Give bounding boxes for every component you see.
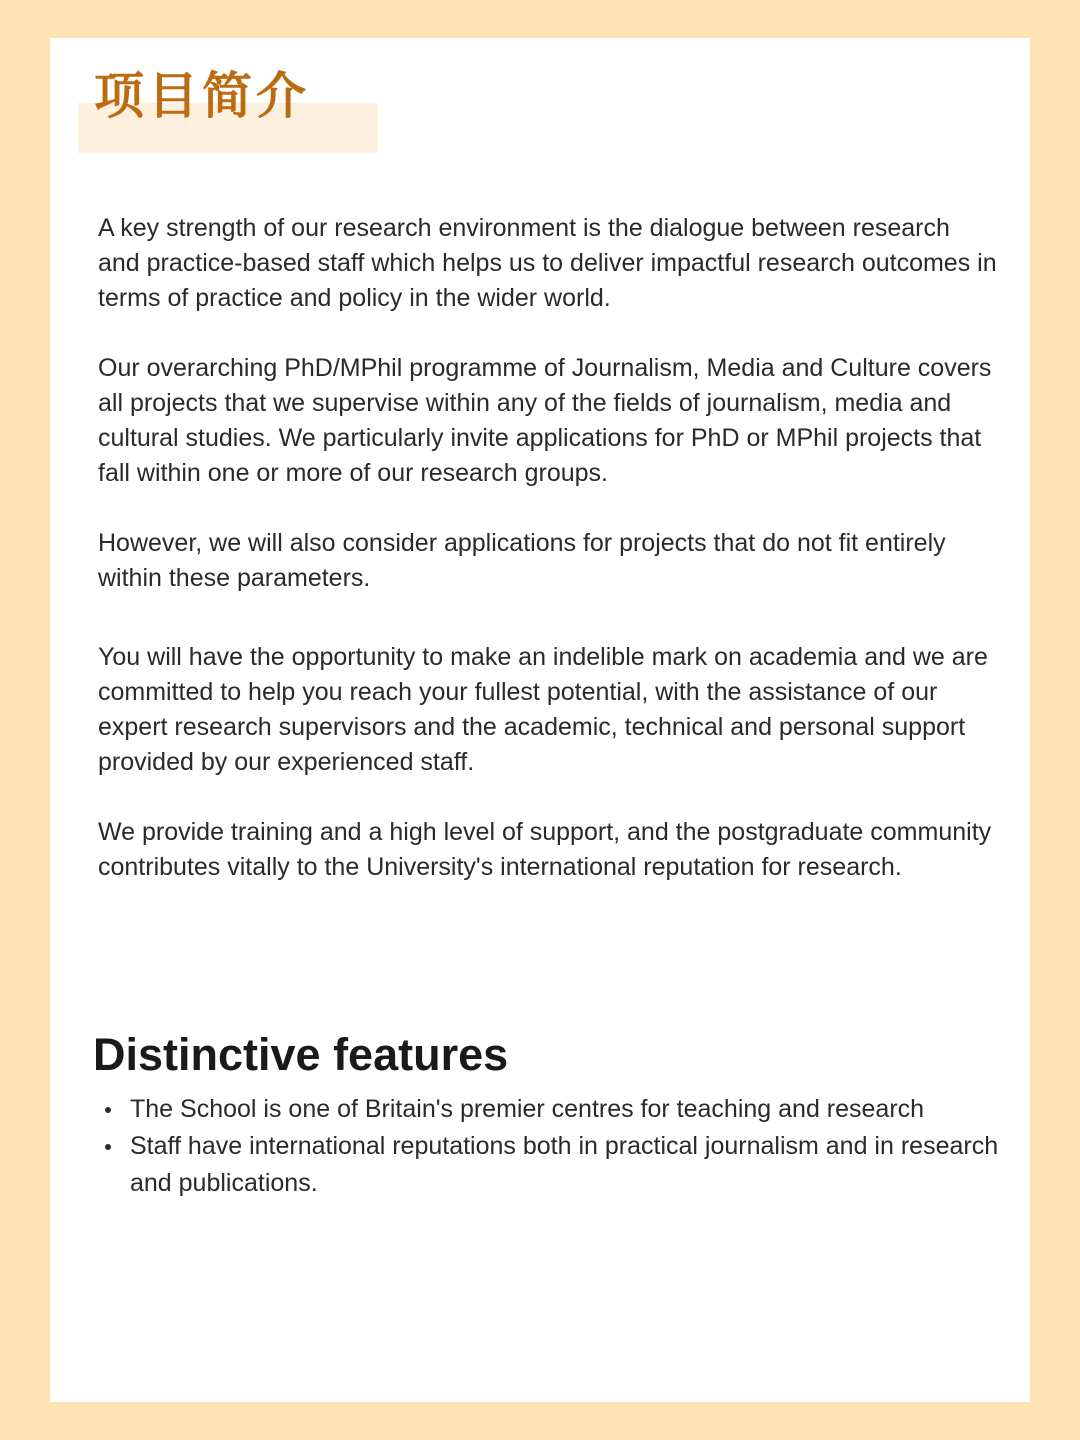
paragraph-opportunity: You will have the opportunity to make an indelible mark on academia and we are committed to help you reach your fullest potential, with the assistance of our expert research supervisors and the academic, technical and personal support provided by our experienced staff. [98, 643, 988, 776]
paragraph-programme-overview: Our overarching PhD/MPhil programme of Journalism, Media and Culture covers all projects that we supervise within any of the fields of journalism, media and cultural studies. We particularly invite applications for PhD or MPhil projects that fall within one or more of our research groups. [98, 354, 992, 487]
page-title: 项目简介 [94, 67, 310, 125]
features-list [100, 1091, 1010, 1202]
bullet-icon [105, 1107, 111, 1113]
features-heading: Distinctive features [93, 1029, 509, 1080]
feature-text: The School is one of Britain's premier centres for teaching and research [130, 1095, 925, 1123]
content-card [50, 38, 1030, 1402]
intro-section [98, 211, 998, 885]
paragraph-research-environment: A key strength of our research environment is the dialogue between research and practice-based staff which helps us to deliver impactful research outcomes in terms of practice and policy in the wider world. [98, 214, 997, 312]
feature-text: Staff have international reputations both in practical journalism and in research and publications. [130, 1132, 999, 1197]
list-item [100, 1128, 1010, 1202]
paragraph-training-support: We provide training and a high level of support, and the postgraduate community contributes vitally to the University's international reputation for research. [98, 818, 992, 881]
paragraph-other-applications: However, we will also consider applications for projects that do not fit entirely within these parameters. [98, 529, 946, 592]
list-item [100, 1091, 1010, 1128]
bullet-icon [105, 1144, 111, 1150]
